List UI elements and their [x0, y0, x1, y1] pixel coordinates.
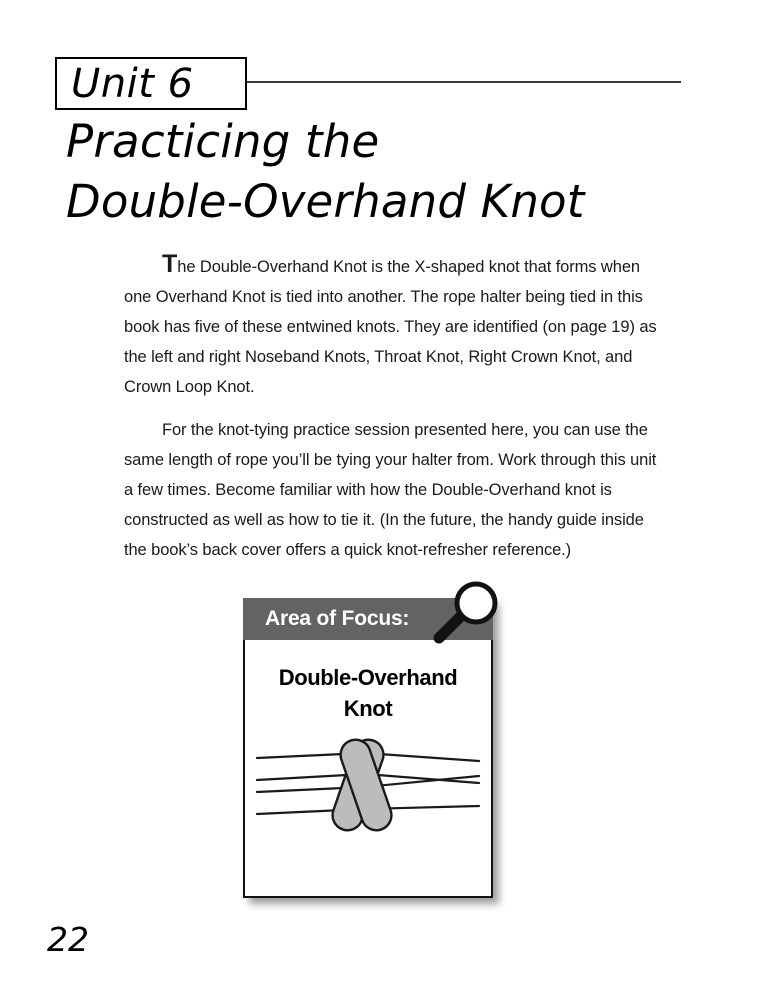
area-of-focus-panel [243, 598, 493, 898]
body-text [124, 252, 664, 578]
figure-caption [245, 640, 491, 724]
paragraph-2-text: For the knot-tying practice session presented here, you can use the same length of rope you’ll be tying your halter from. Work through this unit a few times. Become familiar with how the Double-Overhand knot is constructed as well as how to tie it. (In the future, the handy guide inside the book’s back cover offers a quick knot-refresher reference.) [124, 421, 657, 559]
unit-badge [55, 57, 247, 110]
area-of-focus-header [243, 598, 493, 640]
figure-caption-line-2: Knot [343, 696, 393, 721]
drop-cap: T [162, 250, 178, 278]
page-title [66, 112, 726, 232]
paragraph-1-text: he Double-Overhand Knot is the X-shaped knot that forms when one Overhand Knot is tied into another. The rope halter being tied in this book has five of these entwined knots. They are identified (on page 19) as the left and right Noseband Knots, Throat Knot, Right Crown Knot, and Crown Loop Knot. [124, 258, 657, 396]
area-of-focus-body [243, 640, 493, 898]
page-title-line-2: Double-Overhand Knot [66, 175, 585, 228]
paragraph-2 [124, 415, 664, 565]
double-overhand-knot-diagram [245, 736, 491, 846]
header-rule [247, 81, 681, 83]
area-of-focus-label: Area of Focus: [265, 607, 410, 630]
page-title-line-1: Practicing the [66, 115, 380, 168]
figure-caption-line-1: Double-Overhand [278, 665, 458, 690]
unit-badge-label: Unit 6 [71, 61, 194, 107]
page-number: 22 [47, 920, 89, 959]
paragraph-1 [124, 252, 664, 402]
